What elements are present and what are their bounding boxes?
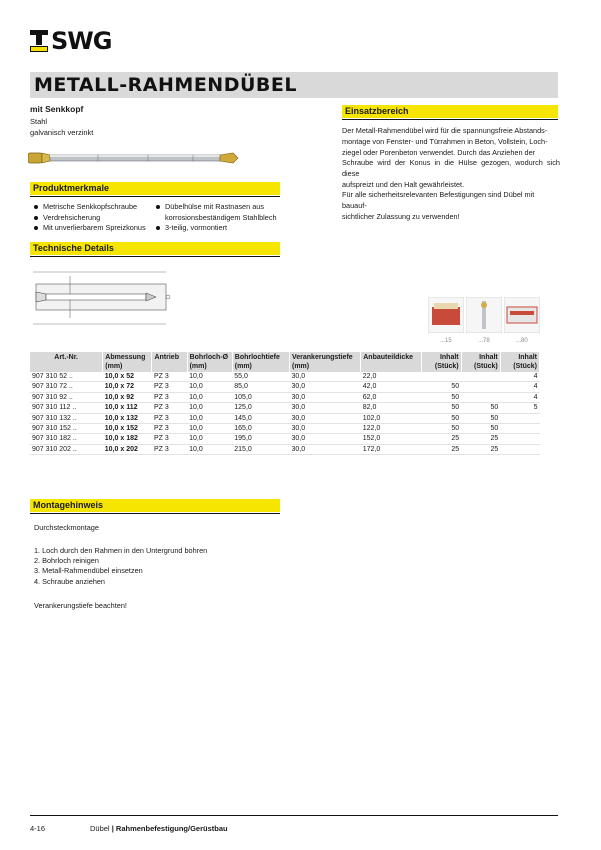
table-cell: 85,0 xyxy=(232,382,289,392)
produkt-heading: Produktmerkmale xyxy=(30,182,280,195)
montage-heading: Montagehinweis xyxy=(30,499,280,512)
page-number: 4-16 xyxy=(30,824,46,833)
table-cell: PZ 3 xyxy=(152,372,187,382)
table-cell: 82,0 xyxy=(361,403,422,413)
table-cell: 50 xyxy=(461,424,500,434)
table-row xyxy=(30,372,540,382)
table-cell: 30,0 xyxy=(289,424,360,434)
table-cell xyxy=(461,392,500,402)
einsatz-heading: Einsatzbereich xyxy=(342,105,558,118)
table-cell: 25 xyxy=(422,434,461,444)
text-line: Der Metall-Rahmendübel wird für die spannungsfreie Abstands- xyxy=(342,126,548,135)
brand-name: SWG xyxy=(51,27,112,55)
table-cell: 10,0 x 112 xyxy=(103,403,152,413)
table-cell: 10,0 xyxy=(187,372,232,382)
table-cell: 145,0 xyxy=(232,413,289,423)
bullet-icon xyxy=(34,216,38,220)
table-cell: 10,0 x 202 xyxy=(103,444,152,454)
thumbnail-label: ...80 xyxy=(516,338,528,344)
table-cell: 25 xyxy=(422,444,461,454)
table-row xyxy=(30,392,540,402)
footer-breadcrumb xyxy=(90,824,228,833)
col-header: Abmessung (mm) xyxy=(103,352,152,372)
text-line: Für alle sicherheitsrelevanten Befestigungen sind Dübel mit bauauf- xyxy=(342,190,535,210)
table-cell: 62,0 xyxy=(361,392,422,402)
montage-intro: Durchsteckmontage xyxy=(34,523,99,532)
spec-table xyxy=(30,352,540,455)
thumbnail-label: ...78 xyxy=(478,338,490,344)
table-row xyxy=(30,424,540,434)
thumbnail-box-15 xyxy=(428,297,464,333)
technik-rule xyxy=(30,256,280,257)
text-line: aufspreizt und den Halt gewährleistet. xyxy=(342,179,465,189)
table-cell: 10,0 x 132 xyxy=(103,413,152,423)
table-row xyxy=(30,413,540,423)
thumbnail-bag-80 xyxy=(504,297,540,333)
table-cell: 30,0 xyxy=(289,382,360,392)
table-cell: 4 xyxy=(500,382,539,392)
table-cell xyxy=(422,372,461,382)
list-item: Dübelhülse mit Rastnasen aus xyxy=(156,202,286,213)
table-row xyxy=(30,444,540,454)
table-cell: PZ 3 xyxy=(152,403,187,413)
table-cell: 30,0 xyxy=(289,372,360,382)
col-header: Anbauteildicke xyxy=(361,352,422,372)
thumbnail-label: ...15 xyxy=(440,338,452,344)
table-cell: 10,0 x 92 xyxy=(103,392,152,402)
table-cell: PZ 3 xyxy=(152,444,187,454)
table-cell: 50 xyxy=(461,413,500,423)
table-row xyxy=(30,382,540,392)
technical-drawing xyxy=(28,264,178,334)
step-item: 3. Metall-Rahmendübel einsetzen xyxy=(34,566,143,576)
product-photo xyxy=(28,148,243,168)
col-header: Art.-Nr. xyxy=(30,352,103,372)
table-cell: 10,0 x 182 xyxy=(103,434,152,444)
table-cell: 105,0 xyxy=(232,392,289,402)
page-title-bar xyxy=(30,72,558,98)
step-item: 2. Bohrloch reinigen xyxy=(34,556,99,566)
montage-note: Verankerungstiefe beachten! xyxy=(34,601,127,610)
text-line: Schraube wird der Konus in die Hülse gezogen, wodurch sich diese xyxy=(342,158,560,179)
table-cell: 907 310 92 .. xyxy=(30,392,103,402)
table-cell: 907 310 132 .. xyxy=(30,413,103,423)
footer-category: Dübel xyxy=(90,824,110,833)
table-cell: 10,0 x 52 xyxy=(103,372,152,382)
table-cell: 10,0 xyxy=(187,382,232,392)
col-header: Inhalt (Stück) xyxy=(500,352,539,372)
einsatz-text xyxy=(342,126,560,191)
table-cell: 907 310 112 .. xyxy=(30,403,103,413)
table-cell: 172,0 xyxy=(361,444,422,454)
table-cell: 10,0 x 72 xyxy=(103,382,152,392)
list-item: Metrische Senkkopfschraube xyxy=(34,202,154,213)
material-text: Stahl xyxy=(30,117,48,126)
table-cell: 50 xyxy=(422,424,461,434)
table-cell: 22,0 xyxy=(361,372,422,382)
bullet-icon xyxy=(156,226,160,230)
table-cell: 50 xyxy=(461,403,500,413)
table-cell: 10,0 xyxy=(187,413,232,423)
bullet-icon xyxy=(34,226,38,230)
list-item: Verdrehsicherung xyxy=(34,213,154,224)
feature-list-left xyxy=(34,202,154,234)
table-cell: 215,0 xyxy=(232,444,289,454)
table-cell: 10,0 xyxy=(187,403,232,413)
table-cell: 195,0 xyxy=(232,434,289,444)
table-cell: 152,0 xyxy=(361,434,422,444)
step-item: 4. Schraube anziehen xyxy=(34,576,105,586)
table-cell: 25 xyxy=(461,444,500,454)
col-header: Antrieb xyxy=(152,352,187,372)
feature-list-right xyxy=(156,202,286,234)
footer-section: Rahmenbefestigung/Gerüstbau xyxy=(115,824,228,833)
table-cell: 102,0 xyxy=(361,413,422,423)
table-cell: 50 xyxy=(422,413,461,423)
brand-logo xyxy=(30,27,112,55)
technik-heading: Technische Details xyxy=(30,242,280,255)
table-cell: 10,0 xyxy=(187,424,232,434)
finish-text: galvanisch verzinkt xyxy=(30,128,94,137)
step-item: 1. Loch durch den Rahmen in den Untergrund bohren xyxy=(34,546,208,555)
einsatz-note xyxy=(342,190,560,222)
page-title: METALL-RAHMENDÜBEL xyxy=(34,74,297,96)
thumbnail-single-78 xyxy=(466,297,502,333)
col-header: Bohrlochtiefe (mm) xyxy=(232,352,289,372)
table-cell: 122,0 xyxy=(361,424,422,434)
table-cell: PZ 3 xyxy=(152,434,187,444)
list-item: 3-teilig, vormontiert xyxy=(156,223,286,234)
bullet-icon xyxy=(156,205,160,209)
table-cell: 5 xyxy=(500,403,539,413)
table-cell xyxy=(500,413,539,423)
table-cell: 907 310 202 .. xyxy=(30,444,103,454)
footer-rule xyxy=(30,815,558,816)
table-cell xyxy=(461,372,500,382)
table-cell: 10,0 xyxy=(187,434,232,444)
table-cell: PZ 3 xyxy=(152,413,187,423)
text-line: montage von Fenster- und Türrahmen in Beton, Vollstein, Loch- xyxy=(342,136,548,146)
table-cell: 4 xyxy=(500,392,539,402)
table-cell: 50 xyxy=(422,403,461,413)
col-header: Verankerungstiefe (mm) xyxy=(289,352,360,372)
table-cell: 30,0 xyxy=(289,434,360,444)
table-cell: 30,0 xyxy=(289,403,360,413)
bullet-icon xyxy=(34,205,38,209)
table-cell xyxy=(500,434,539,444)
table-cell: 55,0 xyxy=(232,372,289,382)
table-cell: 30,0 xyxy=(289,444,360,454)
table-cell: 907 310 52 .. xyxy=(30,372,103,382)
table-cell xyxy=(500,444,539,454)
table-cell: 50 xyxy=(422,392,461,402)
table-row xyxy=(30,403,540,413)
list-item: Mit unverlierbarem Spreizkonus xyxy=(34,223,154,234)
table-cell: 30,0 xyxy=(289,413,360,423)
table-cell: 907 310 182 .. xyxy=(30,434,103,444)
table-cell: 907 310 152 .. xyxy=(30,424,103,434)
list-item-continuation: korrosionsbeständigem Stahlblech xyxy=(165,212,277,222)
footer-separator: | xyxy=(111,824,114,833)
produkt-rule xyxy=(30,196,280,197)
col-header: Bohrloch-Ø (mm) xyxy=(187,352,232,372)
table-cell: 10,0 xyxy=(187,392,232,402)
table-cell: 10,0 x 152 xyxy=(103,424,152,434)
table-cell: PZ 3 xyxy=(152,382,187,392)
table-cell: 907 310 72 .. xyxy=(30,382,103,392)
table-cell: 50 xyxy=(422,382,461,392)
table-cell xyxy=(461,382,500,392)
table-cell: 30,0 xyxy=(289,392,360,402)
table-cell: 10,0 xyxy=(187,444,232,454)
table-body xyxy=(30,372,540,455)
product-subtitle: mit Senkkopf xyxy=(30,104,84,114)
table-cell: 42,0 xyxy=(361,382,422,392)
table-cell: 25 xyxy=(461,434,500,444)
table-header-row xyxy=(30,352,540,372)
montage-steps xyxy=(34,546,207,587)
table-cell: PZ 3 xyxy=(152,392,187,402)
text-line: ziegel oder Porenbeton verwendet. Durch das Anziehen der xyxy=(342,147,536,157)
text-line: sichtlicher Zulassung zu verwenden! xyxy=(342,211,460,221)
einsatz-rule xyxy=(342,119,558,120)
table-cell: 165,0 xyxy=(232,424,289,434)
montage-rule xyxy=(30,513,280,514)
table-row xyxy=(30,434,540,444)
col-header: Inhalt (Stück) xyxy=(422,352,461,372)
table-cell xyxy=(500,424,539,434)
table-cell: 4 xyxy=(500,372,539,382)
col-header: Inhalt (Stück) xyxy=(461,352,500,372)
table-cell: PZ 3 xyxy=(152,424,187,434)
logo-mark-icon xyxy=(30,30,48,52)
table-cell: 125,0 xyxy=(232,403,289,413)
